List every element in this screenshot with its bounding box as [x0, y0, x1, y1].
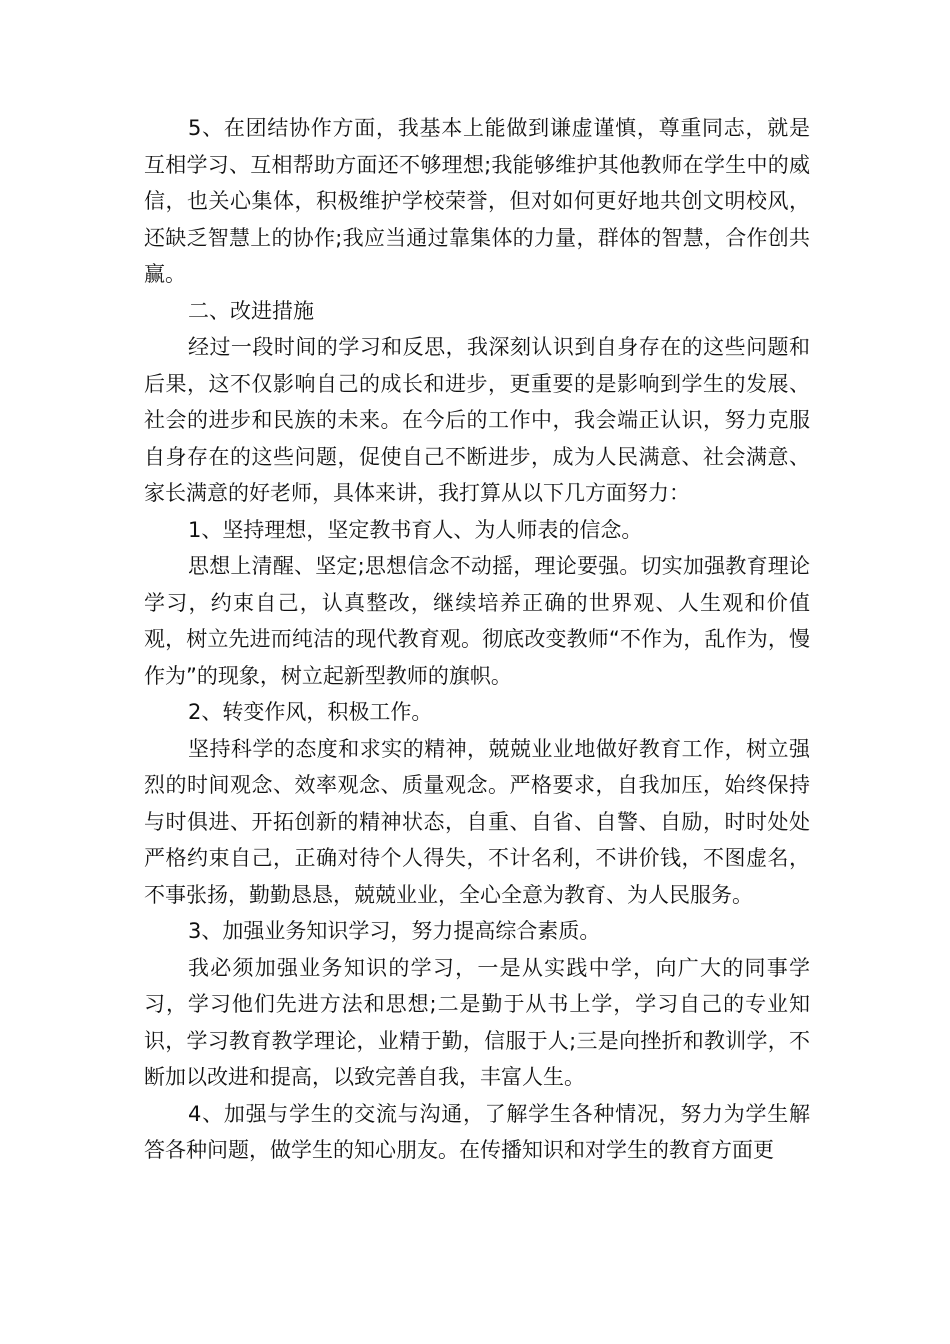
item-heading-1: 1、坚持理想，坚定教书育人、为人师表的信念。 — [188, 517, 643, 542]
paragraph-reflection: 经过一段时间的学习和反思，我深刻认识到自身存在的这些问题和后果，这不仅影响自己的成长和进步，更重要的是影响到学生的发展、社会的进步和民族的未来。在今后的工作中，我会端正认识，努力克服自身存在的这些问题，促使自己不断进步，成为人民满意、社会满意、家长满意的好老师，具体来讲，我打算从以下几方面努力： — [144, 335, 810, 505]
paragraph-item-1: 思想上清醒、坚定;思想信念不动摇，理论要强。切实加强教育理论学习，约束自己，认真整改，继续培养正确的世界观、人生观和价值观，树立先进而纯洁的现代教育观。彻底改变教师“不作为，乱作为，慢作为”的现象，树立起新型教师的旗帜。 — [144, 554, 810, 688]
section-heading-improvement-measures: 二、改进措施 — [188, 298, 314, 323]
document-body — [144, 110, 810, 1169]
paragraph-item-3: 我必须加强业务知识的学习，一是从实践中学，向广大的同事学习，学习他们先进方法和思想;二是勤于从书上学，学习自己的专业知识，学习教育教学理论，业精于勤，信服于人;三是向挫折和教训学，不断加以改进和提高，以致完善自我，丰富人生。 — [144, 955, 810, 1089]
paragraph-item-4: 4、加强与学生的交流与沟通，了解学生各种情况，努力为学生解答各种问题，做学生的知心朋友。在传播知识和对学生的教育方面更 — [144, 1101, 810, 1162]
item-heading-3: 3、加强业务知识学习，努力提高综合素质。 — [188, 919, 601, 943]
paragraph-item-2: 坚持科学的态度和求实的精神，兢兢业业地做好教育工作，树立强烈的时间观念、效率观念、质量观念。严格要求，自我加压，始终保持与时俱进、开拓创新的精神状态，自重、自省、自警、自励，时时处处严格约束自己，正确对待个人得失，不计名利，不讲价钱，不图虚名，不事张扬，勤勤恳恳，兢兢业业，全心全意为教育、为人民服务。 — [144, 736, 810, 907]
paragraph-teamwork: 5、在团结协作方面，我基本上能做到谦虚谨慎，尊重同志，就是互相学习、互相帮助方面还不够理想;我能够维护其他教师在学生中的威信，也关心集体，积极维护学校荣誉，但对如何更好地共创文明校风，还缺乏智慧上的协作;我应当通过靠集体的力量，群体的智慧，合作创共赢。 — [144, 116, 810, 286]
item-heading-2: 2、转变作风，积极工作。 — [188, 700, 433, 724]
